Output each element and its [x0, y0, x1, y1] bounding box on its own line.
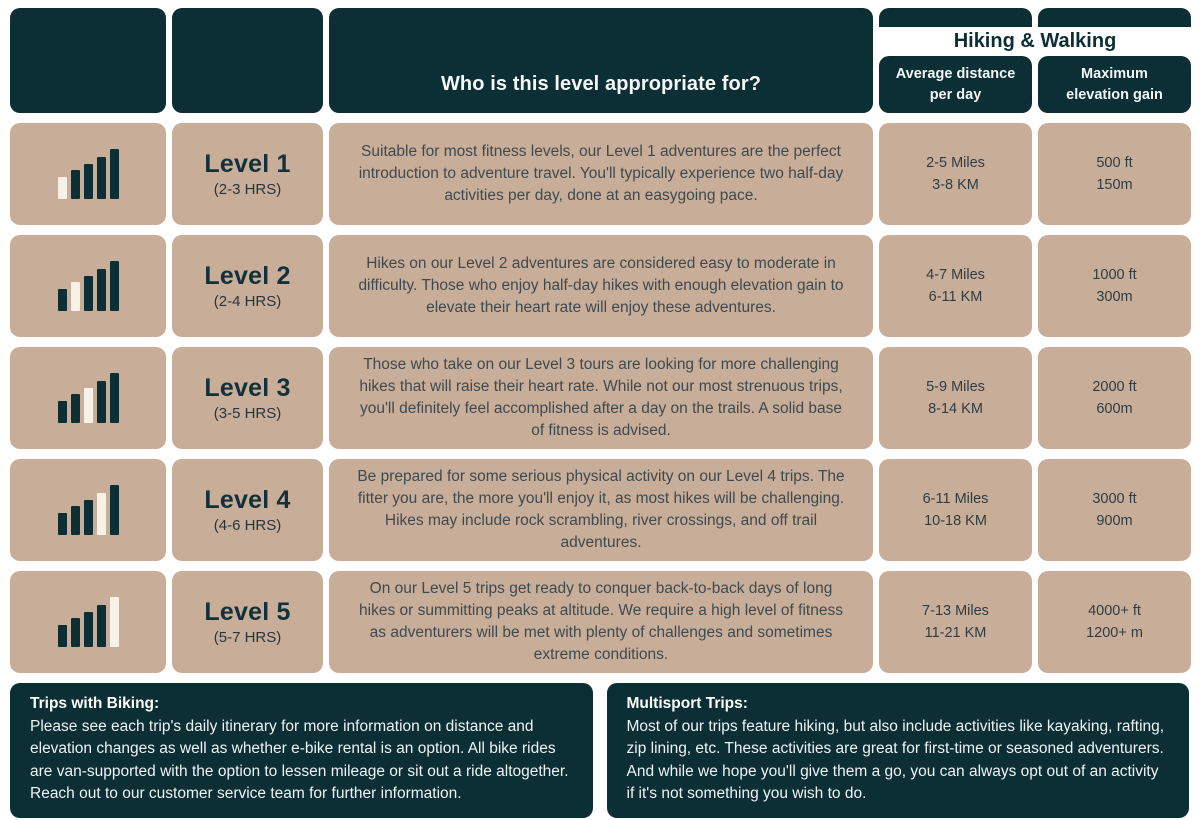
max-elevation-header-label: Maximum elevation gain — [1066, 66, 1163, 103]
level-5-elevation-cell — [1038, 571, 1191, 673]
level-4-name-cell — [172, 459, 323, 561]
distance-miles: 7-13 Miles — [922, 602, 989, 619]
multisport-note — [607, 683, 1190, 818]
level-description: Hikes on our Level 2 adventures are considered easy to moderate in difficulty. Those who enjoy half-day hikes with enough elevation gain to elevate their heart rate will enjoy these adventures. — [358, 255, 844, 316]
difficulty-bars-icon — [58, 149, 119, 199]
elevation-feet: 1000 ft — [1092, 266, 1137, 283]
level-name: Level 2 — [204, 262, 291, 290]
distance-km: 10-18 KM — [924, 513, 987, 529]
level-3-description-cell — [329, 347, 873, 449]
difficulty-bars-icon — [58, 373, 119, 423]
avg-distance-header-label: Average distance per day — [895, 66, 1016, 103]
elevation-meters: 1200+ m — [1086, 625, 1143, 641]
level-bar — [58, 401, 67, 423]
levels-table — [10, 8, 1189, 673]
level-3-distance-cell — [879, 347, 1032, 449]
level-bar — [110, 485, 119, 535]
elevation-meters: 900m — [1096, 513, 1133, 529]
level-bar — [84, 276, 93, 311]
elevation-feet: 500 ft — [1096, 154, 1133, 171]
who-header-label: Who is this level appropriate for? — [440, 73, 762, 95]
level-description: On our Level 5 trips get ready to conquer back-to-back days of long hikes or summitting peaks at altitude. We require a high level of fitness as adventurers will be met with plenty of challenges and sometimes extreme conditions. — [359, 580, 843, 663]
elevation-feet: 4000+ ft — [1088, 602, 1141, 619]
level-hours: (3-5 HRS) — [213, 405, 282, 422]
elevation-meters: 600m — [1096, 401, 1133, 417]
level-bar — [71, 394, 80, 423]
level-bar — [97, 381, 106, 423]
level-bar — [110, 261, 119, 311]
level-bar — [110, 149, 119, 199]
level-bar — [71, 618, 80, 647]
header-top-caps — [879, 8, 1191, 27]
difficulty-bars-icon — [58, 261, 119, 311]
level-4-description-cell — [329, 459, 873, 561]
level-5-difficulty-cell — [10, 571, 166, 673]
active-level-bar — [84, 388, 93, 423]
level-bar — [58, 289, 67, 311]
level-5-description-cell — [329, 571, 873, 673]
level-name: Level 3 — [204, 374, 291, 402]
level-hours: (2-4 HRS) — [213, 293, 282, 310]
level-bar — [84, 164, 93, 199]
active-level-bar — [97, 493, 106, 535]
level-1-distance-cell — [879, 123, 1032, 225]
level-bar — [110, 373, 119, 423]
distance-km: 6-11 KM — [928, 289, 983, 305]
level-bar — [97, 269, 106, 311]
distance-miles: 6-11 Miles — [922, 490, 989, 507]
difficulty-bars-icon — [58, 485, 119, 535]
level-bar — [58, 625, 67, 647]
level-name: Level 1 — [204, 150, 291, 178]
level-bar — [84, 612, 93, 647]
level-2-difficulty-cell — [10, 235, 166, 337]
level-1-difficulty-cell — [10, 123, 166, 225]
level-3-elevation-cell — [1038, 347, 1191, 449]
max-elevation-header-cell — [1038, 56, 1191, 113]
level-2-description-cell — [329, 235, 873, 337]
level-bar — [97, 157, 106, 199]
elevation-feet: 2000 ft — [1092, 378, 1137, 395]
active-level-bar — [110, 597, 119, 647]
level-3-difficulty-cell — [10, 347, 166, 449]
multisport-note-title: Multisport Trips: — [626, 695, 748, 712]
subheader-row — [879, 56, 1191, 113]
level-4-elevation-cell — [1038, 459, 1191, 561]
distance-km: 8-14 KM — [928, 401, 983, 417]
level-3-name-cell — [172, 347, 323, 449]
distance-km: 11-21 KM — [924, 625, 987, 641]
who-header-cell — [329, 8, 873, 113]
biking-note-title: Trips with Biking: — [30, 695, 160, 712]
header-spacer-level-column — [172, 8, 323, 113]
level-description: Be prepared for some serious physical activity on our Level 4 trips. The fitter you are, the more you'll enjoy it, as most hikes will be challenging. Hikes may include rock scrambling, river crossings, and off trail adventures. — [357, 468, 845, 551]
footnotes-row — [10, 683, 1189, 811]
level-hours: (2-3 HRS) — [213, 181, 282, 198]
active-level-bar — [71, 282, 80, 311]
elevation-meters: 300m — [1096, 289, 1133, 305]
hiking-walking-header-group — [879, 8, 1191, 113]
elevation-feet: 3000 ft — [1092, 490, 1137, 507]
level-bar — [71, 170, 80, 199]
level-name: Level 5 — [204, 598, 291, 626]
level-5-distance-cell — [879, 571, 1032, 673]
level-5-name-cell — [172, 571, 323, 673]
header-spacer-icon-column — [10, 8, 166, 113]
level-1-description-cell — [329, 123, 873, 225]
multisport-note-body: Most of our trips feature hiking, but also include activities like kayaking, rafting, zip lining, etc. These activities are great for first-time or seasoned adventurers. And while we hope you'll give them a go, you can always opt out of an activity if it's not something you wish to do. — [626, 718, 1165, 803]
level-4-difficulty-cell — [10, 459, 166, 561]
elevation-header-cap — [1038, 8, 1191, 27]
biking-note-body: Please see each trip's daily itinerary for more information on distance and elevation changes as well as whether e-bike rental is an option. All bike rides are van-supported with the option to lessen mileage or sit out a ride altogether. Reach out to our customer service team for further information. — [30, 718, 569, 803]
level-bar — [97, 605, 106, 647]
level-1-elevation-cell — [1038, 123, 1191, 225]
hiking-walking-title: Hiking & Walking — [879, 27, 1191, 56]
biking-note — [10, 683, 593, 818]
level-2-elevation-cell — [1038, 235, 1191, 337]
distance-miles: 5-9 Miles — [926, 378, 985, 395]
level-hours: (5-7 HRS) — [213, 629, 282, 646]
level-name: Level 4 — [204, 486, 291, 514]
distance-header-cap — [879, 8, 1032, 27]
active-level-bar — [58, 177, 67, 199]
level-1-name-cell — [172, 123, 323, 225]
distance-miles: 4-7 Miles — [926, 266, 985, 283]
level-2-name-cell — [172, 235, 323, 337]
level-bar — [84, 500, 93, 535]
level-description: Those who take on our Level 3 tours are looking for more challenging hikes that will raise their heart rate. While not our most strenuous trips, you'll definitely feel accomplished after a day on the trails. A solid base of fitness is advised. — [359, 356, 843, 439]
distance-km: 3-8 KM — [932, 177, 979, 193]
level-4-distance-cell — [879, 459, 1032, 561]
level-2-distance-cell — [879, 235, 1032, 337]
level-hours: (4-6 HRS) — [213, 517, 282, 534]
distance-miles: 2-5 Miles — [926, 154, 985, 171]
elevation-meters: 150m — [1096, 177, 1133, 193]
avg-distance-header-cell — [879, 56, 1032, 113]
level-bar — [58, 513, 67, 535]
difficulty-bars-icon — [58, 597, 119, 647]
level-description: Suitable for most fitness levels, our Level 1 adventures are the perfect introduction to adventure travel. You'll typically experience two half-day activities per day, done at an easygoing pace. — [358, 143, 844, 204]
level-bar — [71, 506, 80, 535]
